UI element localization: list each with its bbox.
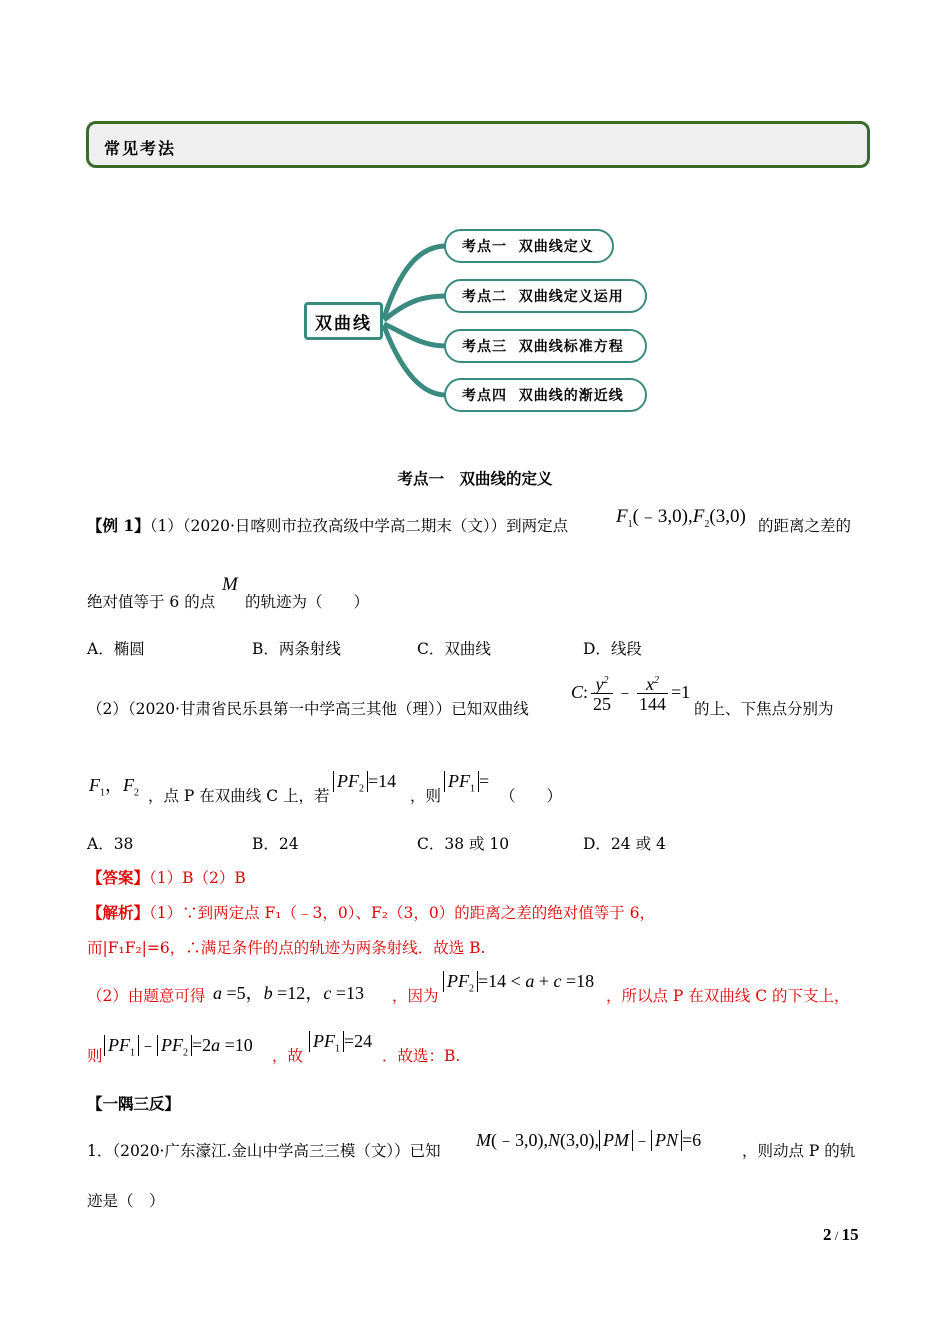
example-label: 【例 1】: [87, 516, 150, 535]
section-header-title: 常见考法: [104, 139, 177, 158]
example1-p2-prefix: （2）（2020·甘肃省民乐县第一中学高三其他（理））已知双曲线: [87, 700, 529, 718]
analysis-line3a: （2）由题意可得: [87, 987, 206, 1005]
example1-p1-option-d: D．线段: [583, 640, 642, 658]
example1-p2-line2c: （ ）: [500, 787, 563, 805]
example1-p1-prefix: （1）（2020·日喀则市拉孜高级中学高二期末（文））到两定点: [149, 517, 569, 535]
example1-line1: [87, 514, 568, 536]
practice-q1-suffix: ，则动点 P 的轨: [742, 1142, 856, 1160]
analysis-line3b: ，因为: [392, 987, 439, 1005]
math-abc-values: a =5，b =12，c =13: [213, 983, 364, 1004]
page-current: 2: [823, 1225, 832, 1244]
practice-q1-line2: 迹是（ ）: [87, 1192, 165, 1210]
answer-text: （1）B（2）B: [149, 869, 246, 887]
example1-p2-option-d: D．24 或 4: [583, 835, 666, 853]
analysis-label: 【解析】: [87, 903, 150, 922]
example1-p2-option-a: A．38: [87, 835, 134, 853]
answer-line: [87, 866, 246, 888]
analysis-line3c: ，所以点 P 在双曲线 C 的下支上，: [606, 987, 850, 1005]
math-point-m: M: [222, 574, 238, 595]
example1-p2-line2a: ，点 P 在双曲线 C 上，若: [148, 787, 330, 805]
example1-p1-line2b: 的轨迹为（ ）: [245, 593, 370, 611]
example1-p1-suffix: 的距离之差的: [758, 517, 852, 535]
page-total: 15: [841, 1225, 859, 1244]
connector-1: [384, 246, 446, 318]
mindmap-node-1: 考点一 双曲线定义: [444, 229, 614, 263]
analysis-line4c: ．故选：B.: [382, 1047, 461, 1065]
analysis-line4b: ，故: [272, 1047, 304, 1065]
section-title: 考点一 双曲线的定义: [397, 469, 553, 488]
analysis-line4a: 则: [87, 1047, 103, 1065]
example1-p1-option-c: C．双曲线: [417, 640, 491, 658]
analysis-line1-text: （1）∵到两定点 F₁（﹣3，0）、F₂（3，0）的距离之差的绝对值等于 6，: [149, 904, 655, 922]
mindmap-center: 双曲线: [304, 302, 383, 340]
page-number: [823, 1225, 859, 1245]
mindmap-node-3: 考点三 双曲线标准方程: [444, 329, 647, 363]
math-pf2-inequality: $PF_2 =14 < a + c =18$: [443, 971, 594, 995]
math-pf2-equals-14: $PF_2 =14$: [333, 771, 396, 795]
example1-p2-line2b: ，则: [410, 787, 442, 805]
practice-q1-prefix: 1．（2020·广东濠江.金山中学高三三模（文））已知: [87, 1142, 441, 1160]
mindmap-node-4: 考点四 双曲线的渐近线: [444, 378, 647, 412]
math-foci-labels: $F_1$，$F_2$: [89, 775, 139, 799]
example1-p1-option-a: A．椭圆: [87, 640, 145, 658]
practice-title: 【一隅三反】: [87, 1094, 181, 1113]
answer-label: 【答案】: [87, 868, 150, 887]
analysis-line1: [87, 901, 655, 923]
math-pf1-result: $PF_1 =24$: [309, 1031, 372, 1055]
mindmap-node-2: 考点二 双曲线定义运用: [444, 279, 647, 313]
example1-p1-line2a: 绝对值等于 6 的点: [87, 593, 216, 611]
connector-2: [384, 296, 446, 320]
math-pf1-equals: $PF_1$ =: [444, 771, 489, 795]
example1-p2-suffix: 的上、下焦点分别为: [694, 700, 834, 718]
math-mn-condition: M(﹣3,0),N(3,0), PM ﹣ PN =6: [476, 1130, 702, 1150]
example1-p2-option-b: B．24: [252, 835, 299, 853]
page-separator: /: [831, 1228, 842, 1243]
math-distance-difference: $PF_1$ ﹣ $PF_2 =2a =10$: [104, 1031, 253, 1059]
mindmap-connectors: [380, 228, 450, 418]
example1-p2-option-c: C．38 或 10: [417, 835, 510, 853]
analysis-line2: 而|F₁F₂|=6，∴满足条件的点的轨迹为两条射线．故选 B.: [87, 939, 486, 957]
section-header-box: [86, 121, 870, 168]
connector-4: [384, 326, 446, 395]
math-foci-f1-f2: $F_1(﹣3,0),F_2(3,0)$: [616, 506, 746, 530]
example1-p1-option-b: B．两条射线: [252, 640, 341, 658]
math-hyperbola-equation: C: $\frac{y^2}{25}$ ﹣ $\frac{x^2}{144}$ =1: [571, 674, 691, 714]
